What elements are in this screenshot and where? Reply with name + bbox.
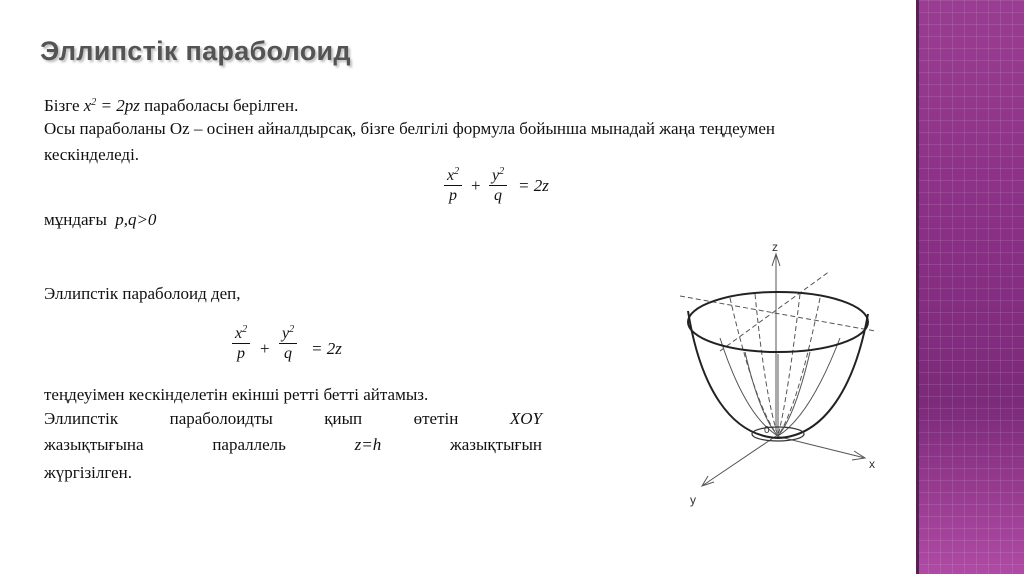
eq2-fraction-x: $\frac{x^2}{p}$ — [232, 321, 250, 364]
eq1-plus: + — [471, 176, 481, 195]
intro-line-1 — [44, 93, 298, 116]
definition-line: Эллипстік параболоид деп, — [44, 284, 241, 303]
rim-plane-line — [720, 271, 830, 351]
intro-line-3: кескінделеді. — [44, 145, 140, 164]
eq1-fraction-y: $\frac{y^2}{q}$ — [489, 163, 507, 206]
condition-line — [44, 210, 156, 230]
eq2-plus: + — [260, 339, 270, 358]
x-axis — [776, 436, 865, 458]
side-panel-edge — [916, 0, 919, 574]
given-equation-rhs: = 2pz — [100, 96, 140, 115]
eq2-rhs: = 2z — [311, 339, 342, 358]
word: XOY — [509, 409, 542, 428]
decorative-side-panel — [916, 0, 1024, 574]
condition-expression: p,q>0 — [115, 210, 157, 229]
back-meridian — [755, 294, 778, 436]
y-axis — [702, 436, 776, 486]
y-axis-label: y — [690, 493, 696, 507]
eq1-rhs: = 2z — [518, 176, 549, 195]
conclusion-line-1: теңдеуімен кескінделетін екінші ретті бетті айтамыз. — [44, 385, 429, 404]
paraboloid-figure — [660, 236, 900, 526]
front-meridian — [745, 352, 778, 436]
given-suffix: параболасы берілген. — [144, 96, 299, 115]
z-axis-label: z — [772, 240, 778, 254]
word: жазықтығына — [44, 435, 144, 454]
word: параболоидты — [169, 409, 273, 428]
word: параллель — [212, 435, 286, 454]
slide-title: Эллипстік параболоид — [40, 36, 351, 66]
x-axis-label: x — [869, 457, 875, 471]
word: қиып — [324, 409, 363, 428]
origin-label: 0 — [764, 425, 770, 436]
rim-ellipse — [688, 292, 868, 352]
back-meridian — [778, 298, 820, 436]
side-panel-pattern — [916, 0, 1024, 574]
word: Эллипстік — [44, 409, 119, 428]
word: жазықтығын — [449, 435, 542, 454]
conclusion-line-4: жүргізілген. — [44, 463, 133, 482]
conclusion-line-3 — [44, 433, 542, 457]
eq2-fraction-y: $\frac{y^2}{q}$ — [279, 321, 297, 364]
condition-prefix: мұндағы — [44, 210, 107, 229]
eq1-fraction-x: $\frac{x^2}{p}$ — [444, 163, 462, 206]
conclusion-line-2 — [44, 407, 542, 431]
word: z=h — [354, 435, 382, 454]
given-equation-lhs: $x^2$ — [83, 96, 97, 115]
given-prefix: Бізге — [44, 96, 80, 115]
back-meridian — [730, 298, 778, 436]
intro-line-2: Осы параболаны Oz – осінен айналдырсақ, бізге белгілі формула бойынша мынадай жаңа теңдеумен — [44, 119, 775, 138]
word: өтетін — [413, 409, 459, 428]
